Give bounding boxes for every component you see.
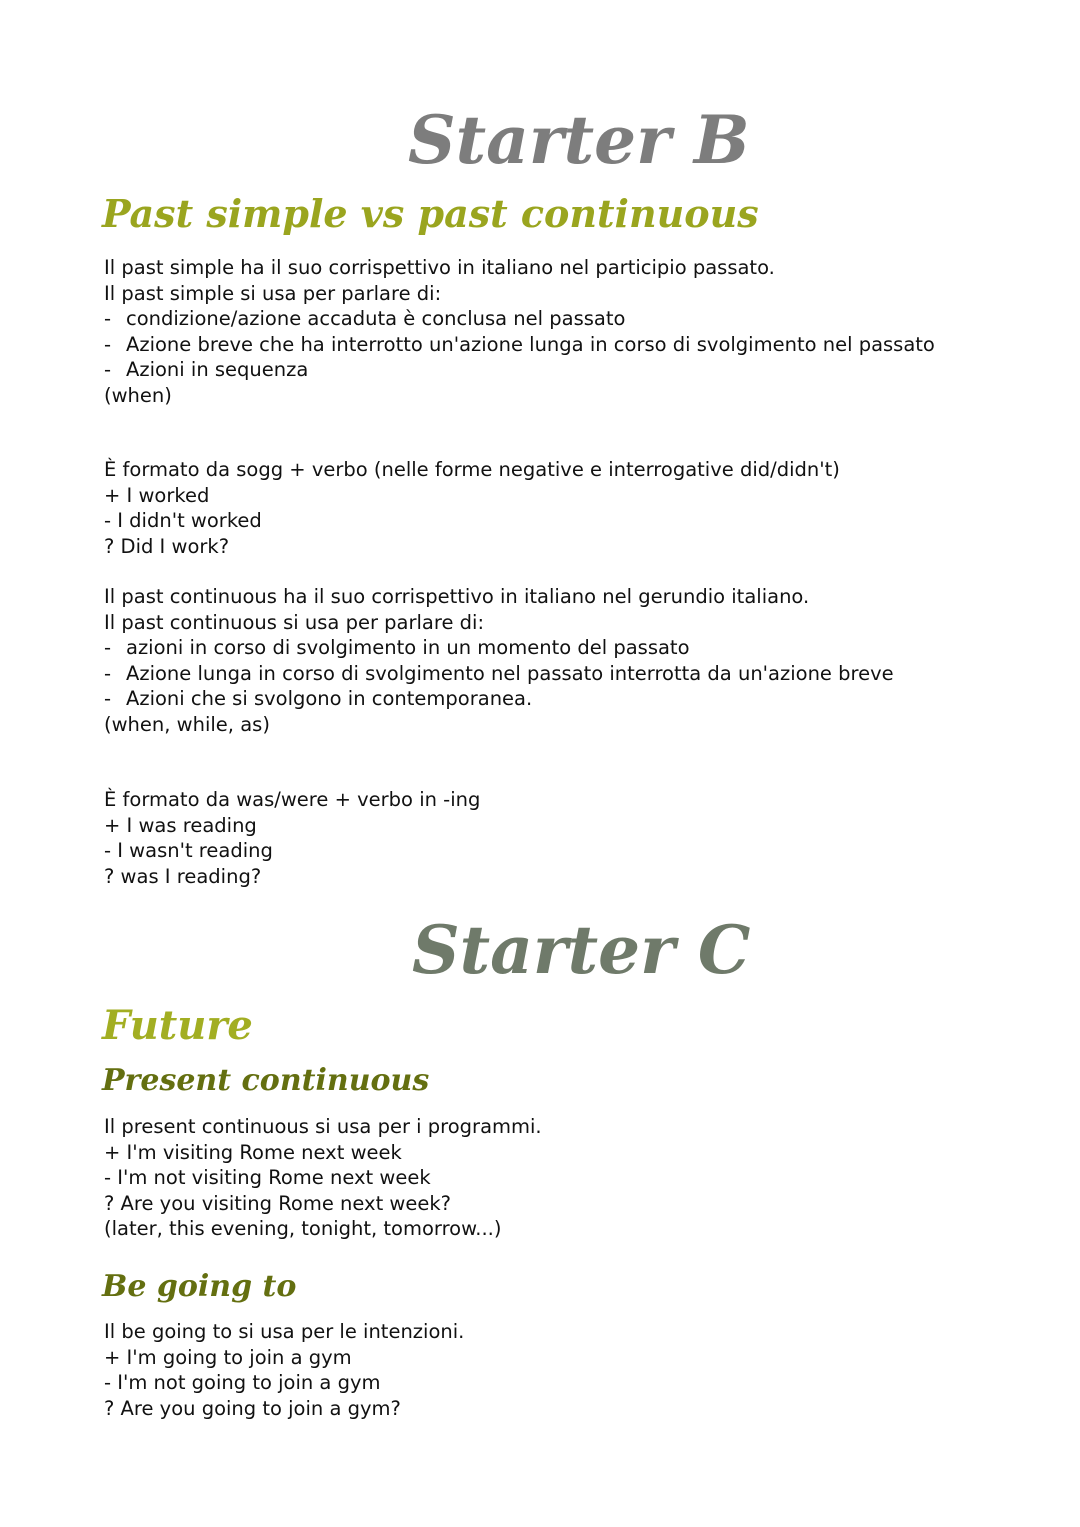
present-continuous-heading: Present continuous <box>102 1063 430 1098</box>
past-simple-use-3: - Azioni in sequenza <box>104 358 309 382</box>
past-simple-formation-line: È formato da sogg + verbo (nelle forme negative e interrogative did/didn't) <box>104 458 840 481</box>
past-continuous-positive: + I was reading <box>104 813 257 837</box>
past-continuous-formation-line: È formato da was/were + verbo in -ing <box>104 788 481 811</box>
be-going-to-line: Il be going to si usa per le intenzioni. <box>104 1320 465 1343</box>
past-simple-keywords: (when) <box>104 383 172 407</box>
past-continuous-formation <box>104 787 984 889</box>
past-simple-line-1: Il past simple ha il suo corrispettivo in italiano nel participio passato. <box>104 256 775 279</box>
past-continuous-keywords: (when, while, as) <box>104 712 270 736</box>
be-going-to-heading: Be going to <box>102 1269 297 1304</box>
present-continuous-positive: + I'm visiting Rome next week <box>104 1140 402 1164</box>
past-continuous-negative: - I wasn't reading <box>104 839 273 863</box>
past-simple-formation <box>104 457 984 559</box>
present-continuous-question: ? Are you visiting Rome next week? <box>104 1191 452 1215</box>
present-continuous-keywords: (later, this evening, tonight, tomorrow...) <box>104 1217 502 1241</box>
past-simple-positive: + I worked <box>104 483 210 507</box>
present-continuous-line: Il present continuous si usa per i programmi. <box>104 1115 542 1138</box>
starter-b-title: Starter B <box>408 101 750 179</box>
be-going-to-negative: - I'm not going to join a gym <box>104 1371 381 1395</box>
past-continuous-line-1: Il past continuous ha il suo corrispettivo in italiano nel gerundio italiano. <box>104 585 810 608</box>
past-continuous-question: ? was I reading? <box>104 864 262 888</box>
past-simple-section <box>104 255 984 409</box>
past-continuous-use-2: - Azione lunga in corso di svolgimento nel passato interrotta da un'azione breve <box>104 661 894 685</box>
past-continuous-line-2: Il past continuous si usa per parlare di: <box>104 610 485 634</box>
past-simple-line-2: Il past simple si usa per parlare di: <box>104 281 442 305</box>
past-continuous-use-1: - azioni in corso di svolgimento in un momento del passato <box>104 636 690 660</box>
past-continuous-section <box>104 584 984 738</box>
be-going-to-positive: + I'm going to join a gym <box>104 1345 352 1369</box>
past-simple-vs-continuous-heading: Past simple vs past continuous <box>102 191 759 236</box>
be-going-to-question: ? Are you going to join a gym? <box>104 1396 401 1420</box>
past-simple-question: ? Did I work? <box>104 534 230 558</box>
be-going-to-section <box>104 1319 984 1421</box>
past-simple-use-2: - Azione breve che ha interrotto un'azione lunga in corso di svolgimento nel passato <box>104 332 935 356</box>
past-simple-use-1: - condizione/azione accaduta è conclusa nel passato <box>104 307 626 331</box>
present-continuous-section <box>104 1114 984 1242</box>
past-simple-negative: - I didn't worked <box>104 509 262 533</box>
starter-c-title: Starter C <box>412 911 751 989</box>
future-heading: Future <box>102 1002 253 1049</box>
present-continuous-negative: - I'm not visiting Rome next week <box>104 1166 431 1190</box>
past-continuous-use-3: - Azioni che si svolgono in contemporanea. <box>104 687 533 711</box>
